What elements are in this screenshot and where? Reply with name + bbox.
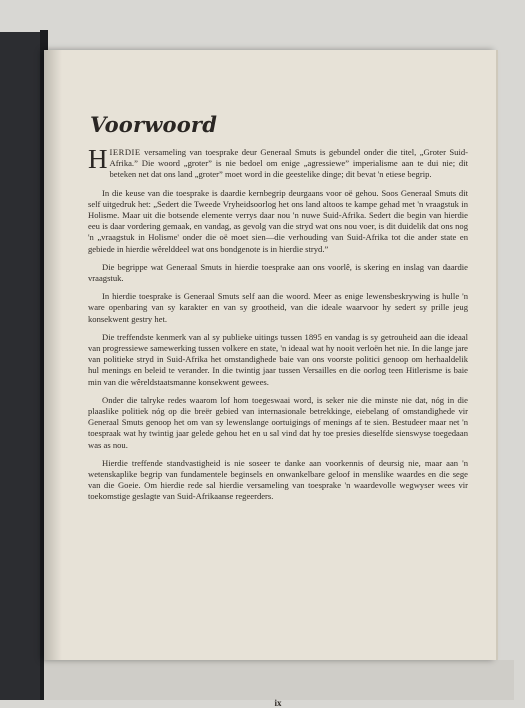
paragraph-3: Die begrippe wat Generaal Smuts in hierdie toesprake aan ons voorlê, is skering en inslag van daardie vraagstuk.	[88, 261, 468, 284]
gutter-shadow	[44, 50, 62, 660]
paragraph-7: Hierdie treffende standvastigheid is nie soseer te danke aan voorkennis of deursig nie, maar aan 'n wetenskaplike begrip van fundamentele beginsels en onwankelbare geloof in menslike waardes en die sege van die Goeie. Om hierdie rede sal hierdie versameling van toesprake 'n waardevolle wegwyser wees vir toekomstige geslagte van Suid-Afrikaanse regeerders.	[88, 457, 468, 502]
paragraph-5: Die treffendste kenmerk van al sy publieke uitings tussen 1895 en vandag is sy getrouheid aan die ideaal van progressiewe samewerking tussen volkere en state, 'n ideaal wat hy nooit verloën het nie. In die lange jare van politieke stryd in Suid-Afrika het omstandighede baie van ons voorste politici genoop om herhaaldelik hul menings en beleid te verander. In die twintig jaar tussen Versailles en die oorlog teen Hitlerisme is baie min van die wêreldstaatsmanne konsekwent gewees.	[88, 331, 468, 387]
table-surface	[44, 660, 514, 700]
first-word: IERDIE	[109, 147, 141, 157]
paragraph-2: In die keuse van die toesprake is daardie kernbegrip deurgaans voor oë gehou. Soos Generaal Smuts dit self uitgedruk het: „Sedert die Tweede Vryheidsoorlog het ons land altoos te kampe gehad met 'n vraagstuk in Holisme. Maar uit die botsende elemente verrys daar nou 'n nuwe Suid-Afrika. Sedert die begin van hierdie eeu is daar vordering gemaak, en vandag, as gevolg van die stryd wat ons nou voer, is dit duidelik dat ons nog 'n „vraagstuk in Holisme' onder die oë moet sien—die verhouding van Suid-Afrika tot die ander state en gebiede in hierdie wêrelddeel wat ons bondgenote is in hierdie stryd.”	[88, 187, 468, 254]
page-title: Voorwoord	[90, 112, 218, 137]
page-number: ix	[274, 698, 282, 708]
paragraph-1	[88, 144, 468, 181]
paragraph-6: Onder die talryke redes waarom lof hom toegeswaai word, is seker nie die minste nie dat, nóg in die plaaslike politiek nóg op die breër gebied van internasionale betrekkinge, eiebelang of omstandighede vir Generaal Smuts genoop het om van sy lewenslange oortuigings of menings af te sien. Bestudeer maar net 'n toespraak wat hy twintig jaar gelede gehou het en u sal vind dat hy toe presies dieselfde sienswyse toegedaan was as nou.	[88, 394, 468, 450]
book-cover	[0, 32, 44, 700]
drop-cap: H	[88, 144, 108, 174]
paragraph-1-text: versameling van toesprake deur Generaal Smuts is gebundel onder die titel, „Groter Suid-Afrika.” Die woord „groter” is nie bedoel om enige „agressiewe” imperialisme aan te dui nie; dit beteken net dat ons land „groter” moet word in die geestelike dinge; dit bevat 'n etiese begrip.	[109, 147, 468, 180]
paragraph-4: In hierdie toesprake is Generaal Smuts self aan die woord. Meer as enige lewensbeskrywing is hulle 'n ware openbaring van sy karakter en van sy grootheid, van die ideale waarvoor hy sedert sy prille jeug konsekwent gestry het.	[88, 291, 468, 324]
page-content	[88, 112, 468, 708]
